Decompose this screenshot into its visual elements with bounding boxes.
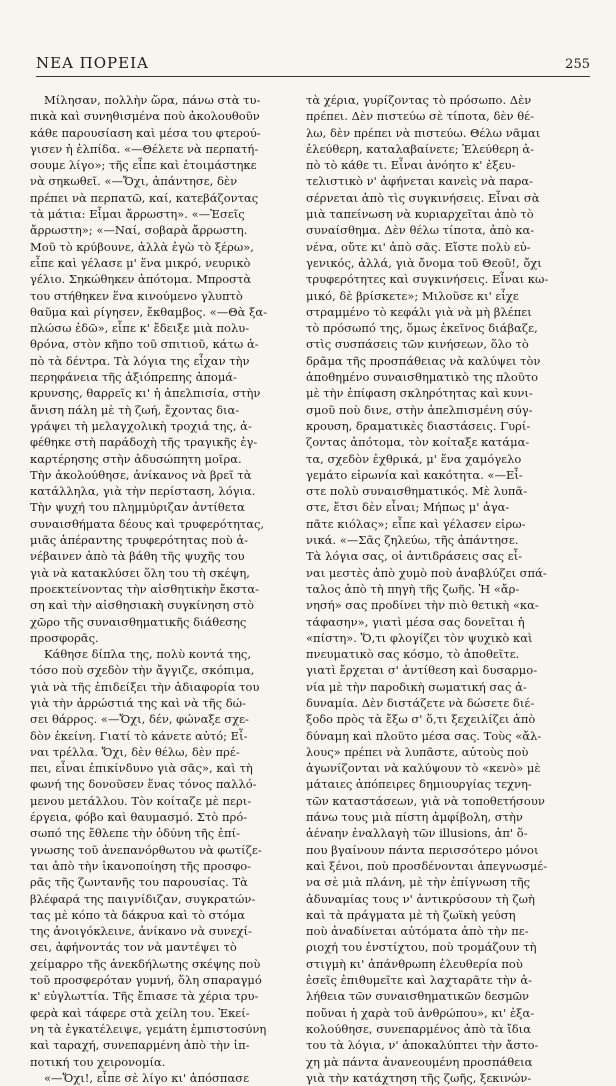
text-line: πὸ τὰ δέντρα. Τὰ λόγια της εἶχαν τὴν (30, 353, 250, 368)
text-line: τῶν καταστάσεων, γιὰ νὰ τοποθετήσουν (306, 793, 545, 808)
text-line: πάνω τους μιὰ πίστη ἀμφίβολη, στὴν (306, 810, 523, 825)
text-line: τόσο ποὺ σχεδὸν τὴν ἄγγιζε, σκόπιμα, (30, 663, 255, 678)
text-line: του τὰ λόγια, ν' ἀποκαλύπτει τὴν ἄστο- (306, 1038, 539, 1053)
text-line: κρουση, δραματικὲς διαστάσεις. Γυρί- (306, 418, 531, 433)
page-number: 255 (565, 57, 590, 72)
text-line: ἄρρωστη»; «—Ναί, σοβαρὰ ἄρρωστη. (30, 223, 248, 238)
text-line: εἶπε καὶ γέλασε μ' ἕνα μικρό, νευρικὸ (30, 255, 251, 270)
text-line: στραμμένο τὸ κεφάλι γιὰ νὰ μὴ βλέπει (306, 304, 532, 319)
text-line: στιγμὴ κι' ἀπάνθρωπη ἐλευθερία ποὺ (306, 956, 523, 971)
text-line: χη μὰ πάντα ἀνανεουμένη προσπάθεια (306, 1054, 533, 1069)
text-line: κ' εὐγλωττία. Τῆς ἔπιασε τὰ χέρια τρυ- (30, 989, 259, 1004)
text-line: γιὰ τὴν ἀρρώστιά της καὶ νὰ τῆς δώ- (30, 695, 246, 710)
header-rule (36, 76, 590, 77)
text-line: τα, σχεδὸν ἐχθρικά, μ' ἕνα χαμόγελο (306, 451, 522, 466)
text-line: της ἀνοιγόκλεινε, ἀνίκανο νὰ συνεχί- (30, 924, 252, 939)
text-line: στε πολὺ συναισθηματικός. Μὲ λυπᾶ- (306, 484, 528, 499)
text-line: σουμε λίγο»; τῆς εἶπε καὶ ἑτοιμάστηκε (30, 158, 257, 173)
text-line: νέβαινεν ἀπὸ τὰ βάθη τῆς ψυχῆς του (30, 549, 245, 564)
text-line: νη τὰ ἐγκατέλειψε, γεμάτη ἐμπιστοσύνη (30, 1021, 267, 1036)
text-line: ναι μεστὲς ἀπὸ χυμὸ ποὺ ἀναβλύζει σπά- (306, 565, 547, 580)
text-line: μενου μετάλλου. Τὸν κοίταζε μὲ περι- (30, 793, 252, 808)
text-line: νία μὲ τὴν παροδικὴ σωματική σας ἀ- (306, 679, 527, 694)
text-line: καὶ ταραχή, συνεπαρμένη ἀπὸ τὴν ἱπ- (30, 1038, 250, 1053)
text-line: λήθεια τῶν συναισθηματικῶν δεσμῶν (306, 989, 530, 1004)
text-line: «πίστη». Ὅ,τι φλογίζει τὸν ψυχικὸ καὶ (306, 630, 533, 645)
journal-title: ΝΕΑ ΠΟΡΕΙΑ (36, 54, 149, 72)
text-line: να σὲ μιὰ πλάνη, μὲ τὴν ἐπίγνωση τῆς (306, 875, 531, 890)
text-line: γιὰ νὰ κατακλύσει ὅλη του τὴ σκέψη, (30, 565, 250, 580)
text-line: ἀδυναμίας τους ν' ἀντικρύσουν τὴ ζωὴ (306, 891, 535, 906)
text-line: χείμαρρο τῆς ἀνεκδήλωτης σκέψης ποὺ (30, 956, 261, 971)
text-line: πᾶτε κιόλας»; εἶπε καὶ γέλασεν εἰρω- (306, 516, 526, 531)
text-line: προσφορᾶς. (30, 630, 99, 645)
text-line: βλέφαρά της παιγνίδιζαν, συγκρατών- (30, 891, 256, 906)
text-line: Μοῦ τὸ κρύβουνε, ἀλλὰ ἐγὼ τὸ ξέρω», (30, 239, 254, 254)
text-line: νὰ σηκωθεῖ. «—Ὄχι, ἀπάντησε, δὲν (30, 174, 238, 189)
text-line: γενικός, ἀλλά, γιὰ ὄνομα τοῦ Θεοῦ!, ὄχι (306, 255, 542, 270)
text-line: πλώσω ἐδῶ», εἶπε κ' ἔδειξε μιὰ πολυ- (30, 321, 250, 336)
text-line: καὶ ξένοι, ποὺ προσδένονται ἀπεγνωσμέ- (306, 858, 548, 873)
text-line: πικὰ καὶ συνηθισμένα ποὺ ἀκολουθοῦν (30, 109, 260, 124)
text-line: σμοῦ ποὺ δινε, στὴν ἀπελπισμένη σύγ- (306, 402, 533, 417)
text-line: δρᾶμα τῆς προσπάθειας νὰ καλύψει τὸν (306, 353, 541, 368)
running-head (36, 54, 590, 72)
text-line: κάθε παρουσίαση καὶ μέσα του φτερού- (30, 125, 261, 140)
text-line: πρέπει νὰ περπατῶ, καί, κατεβάζοντας (30, 190, 259, 205)
text-line: ἐλεύθερη, καταλαβαίνετε; Ἐλεύθερη ἀ- (306, 141, 534, 156)
text-line: μικό, δὲ βρίσκετε»; Μιλοῦσε κι' εἶχε (306, 288, 519, 303)
text-line: σει θάρρος. «—Ὄχι, δέν, φώναξε σχε- (30, 712, 249, 727)
text-line: καρτέρησης στὴν ἀδυσώπητη μοῖρα. (30, 451, 242, 466)
text-line: τὰ χέρια, γυρίζοντας τὸ πρόσωπο. Δὲν (306, 93, 532, 107)
text-line: νησή» σας προδίνει τὴν πιὸ θετικὴ «κα- (306, 598, 539, 613)
text-line: τελιστικὸ ν' ἀφήνεται κανεὶς νὰ παρα- (306, 174, 534, 189)
text-line: πὸ τὸ κάθε τι. Εἶναι ἀνόητο κ' ἐξευ- (306, 158, 516, 173)
text-line: Τὰ λόγια σας, οἱ ἀντιδράσεις σας εἶ- (306, 549, 523, 564)
text-line: δύναμη καὶ πλοῦτο μέσα σας. Τοὺς «ἄλ- (306, 728, 542, 743)
text-line: γνωσης τοῦ ἀνεπανόρθωτου νὰ φωτίζε- (30, 842, 262, 857)
text-line: Μίλησαν, πολλὴν ὥρα, πάνω στὰ τυ- (44, 93, 261, 107)
text-line: μὲ τὴν ἐπίφαση σκληρότητας καὶ κυνι- (306, 386, 533, 401)
text-line: γιατὶ ἔρχεται σ' ἀντίθεση καὶ δυσαρμο- (306, 663, 538, 678)
text-line: ξοδο πρὸς τὰ ἔξω σ' ὅ,τι ξεχειλίζει ἀπὸ (306, 712, 536, 727)
text-line: φερὰ καὶ τάφερε στὰ χείλη του. Ἐκεί- (30, 1005, 250, 1020)
text-line: τὰ μάτια: Εἶμαι ἄρρωστη». «—Ἐσεῖς (30, 207, 245, 222)
text-line: δὸν ἐκείνη. Γιατί τὸ κάνετε αὐτό; Εἶ- (30, 728, 248, 743)
text-line: κατάλληλα, γιὰ τὴν περίσταση, λόγια. (30, 484, 256, 499)
text-line: θρόνα, στὸν κῆπο τοῦ σπιτιοῦ, κάτω ἀ- (30, 337, 259, 352)
text-line: λους» πρέπει νὰ λυπᾶστε, αὐτοὺς ποὺ (306, 744, 529, 759)
text-line: προεκτείνοντας τὴν αἰσθητικὴν ἔκστα- (30, 581, 260, 596)
text-line: ποὺ ἀναδίνεται αὐτόματα ἀπὸ τὴν πε- (306, 924, 529, 939)
text-line: τάφασην», γιατὶ μέσα σας δονεῖται ἡ (306, 614, 525, 629)
text-line: τὸ πρόσωπό της, ὅμως ἐκεῖνος διάβαζε, (306, 321, 538, 336)
text-line: ἀγωνίζονται νὰ καλύψουν τὸ «κενὸ» μὲ (306, 761, 541, 776)
text-line: χῶρο τῆς συναισθηματικῆς διάθεσης (30, 614, 247, 629)
text-line: φέθηκε στὴ παράδοχὴ τῆς τραγικῆς ἐγ- (30, 435, 258, 450)
text-line: «—Ὄχι!, εἶπε σὲ λίγο κι' ἀπόσπασε (44, 1070, 250, 1085)
text-line: τοῦ προσφερόταν γυμνή, ὅλη σπαραγμό (30, 973, 262, 988)
text-line: γεμάτο εἰρωνία καὶ κακότητα. «—Εἶ- (306, 467, 523, 482)
text-line: ται ἀπὸ τὴν ἱκανοποίηση τῆς προσφο- (30, 858, 252, 873)
text-line: πει, εἶναι ἐπικίνδυνο γιὰ σᾶς», καὶ τὴ (30, 761, 253, 776)
text-line: συναισθήματα δέους καὶ τρυφερότητας, (30, 516, 265, 531)
text-line: κολούθησε, συνεπαρμένος ἀπὸ τὰ ἴδια (306, 1021, 531, 1036)
text-line: που βγαίνουν πάντα περισσότερο μόνοι (306, 842, 539, 857)
text-line: ριοχή του ἐνστίχτου, ποὺ τρομάζουν τὴ (306, 940, 537, 955)
text-line: κρυνσης, θαρρεῖς κι' ἡ ἀπελπισία, στὴν (30, 386, 261, 401)
text-line: ση καὶ τὴν αἰσθησιακὴ συγκίνηση στὸ (30, 598, 255, 613)
text-line: ἐσεῖς ἐπιθυμεῖτε καὶ λαχταρᾶτε τὴν ἀ- (306, 973, 532, 988)
text-line: πνευματικὸ σας κόσμο, τὸ ἀποθεῖτε. (306, 647, 520, 662)
text-line: ναι τρέλλα. Ὄχι, δὲν θέλω, δὲν πρέ- (30, 744, 240, 759)
text-line: θαῦμα καὶ ρίγησεν, ἔκθαμβος. «—Θὰ ξα- (30, 304, 268, 319)
text-line: Κάθησε δίπλα της, πολὺ κοντά της, (44, 647, 251, 662)
text-line: ρᾶς τῆς ζωντανῆς του παρουσίας. Τὰ (30, 875, 248, 890)
text-line: Τὴν ἀκολούθησε, ἀνίκανος νὰ βρεῖ τὰ (30, 467, 252, 482)
text-line: στὶς συσπάσεις τῶν κινήσεων, ὅλο τὸ (306, 337, 529, 352)
text-line: ζοντας ἀπότομα, τὸν κοίταξε κατάμα- (306, 435, 530, 450)
text-line: Τὴν ψυχή του πλημμύριζαν ἀντίθετα (30, 500, 245, 515)
text-line: γιὰ νὰ τῆς ἐπιδείξει τὴν ἀδιαφορία του (30, 679, 260, 694)
text-line: ἀέναην ἐναλλαγὴ τῶν illusions, ἀπ' ὅ- (306, 826, 528, 841)
text-line: μιᾶς ἀπέραντης τρυφερότητας ποὺ ἀ- (30, 533, 249, 548)
text-line: ποτική του χειρονομία. (30, 1054, 166, 1069)
text-line: φωνή της δονοῦσεν ἕνας τόνος παλλό- (30, 777, 257, 792)
text-line: ταλος ἀπὸ τὴ πηγὴ τῆς ζωῆς. Ἡ «ἄρ- (306, 581, 520, 596)
text-line: δυναμία. Δὲν διστάζετε νὰ δώσετε διέ- (306, 695, 535, 710)
text-line: έργεια, φόβο καὶ θαυμασμό. Στὸ πρό- (30, 810, 248, 825)
text-line: μιὰ ταπείνωση νὰ κυριαρχεῖται ἀπὸ τὸ (306, 207, 534, 222)
text-line: ἄνιση πάλη μὲ τὴ ζωή, ἔχοντας δια- (30, 402, 240, 417)
text-line: μάταιες ἀπόπειρες δημιουργίας τεχνη- (306, 777, 532, 792)
text-line: ποὔναι ἡ χαρὰ τοῦ ἀνθρώπου», κι' ἐξα- (306, 1005, 535, 1020)
text-line: νικά. «—Σᾶς ζηλεύω, τῆς ἀπάντησε. (306, 533, 519, 548)
text-line: νένα, οὔτε κι' ἀπὸ σᾶς. Εἴστε πολὺ εὐ- (306, 239, 531, 254)
text-line: καὶ τὰ πράγματα μὲ τὴ ζωϊκὴ γεύση (306, 907, 516, 922)
left-column (30, 92, 294, 1086)
text-line: περηφάνεια τῆς ἀξιόπρεπης ἀπομά- (30, 370, 237, 385)
text-line: γράψει τὴ μελαγχολικὴ τροχιά της, ἀ- (30, 418, 252, 433)
right-column (306, 92, 570, 1086)
text-line: τρυφερότητες καὶ συγκινήσεις. Εἶναι κω- (306, 272, 549, 287)
text-line: πρέπει. Δὲν πιστεύω σὲ τίποτα, δὲν θέ- (306, 109, 534, 124)
text-line: τας μὲ κόπο τὰ δάκρυα καὶ τὸ στόμα (30, 907, 246, 922)
text-line: γέλιο. Σηκώθηκεν ἀπότομα. Μπροστὰ (30, 272, 252, 287)
text-line: σέρνεται ἀπὸ τὶς συγκινήσεις. Εἶναι σὰ (306, 190, 540, 205)
text-line: συναίσθημα. Δὲν θέλω τίποτα, ἀπὸ κα- (306, 223, 535, 238)
text-line: στε, ἔτσι δὲν εἶναι; Μήπως μ' ἀγα- (306, 500, 510, 515)
text-line: λω, δὲν πρέπει νὰ πιστεύω. Θέλω νᾶμαι (306, 125, 541, 140)
text-line: σωπό της ἔθλεπε τὴν ὀδύνη τῆς ἐπί- (30, 826, 240, 841)
text-line: γιὰ τὴν κατάχτηση τῆς ζωῆς, ξεκινών- (306, 1070, 532, 1085)
text-line: του στήθηκεν ἕνα κινούμενο γλυπτὸ (30, 288, 243, 303)
text-line: ἀποθημένο συναισθηματικὸ της πλοῦτο (306, 370, 539, 385)
text-line: σει, ἀφήνοντάς τον νὰ μαντέψει τὸ (30, 940, 237, 955)
text-line: γισεν ἡ ἐλπίδα. «—Θέλετε νὰ περπατή- (30, 141, 259, 156)
